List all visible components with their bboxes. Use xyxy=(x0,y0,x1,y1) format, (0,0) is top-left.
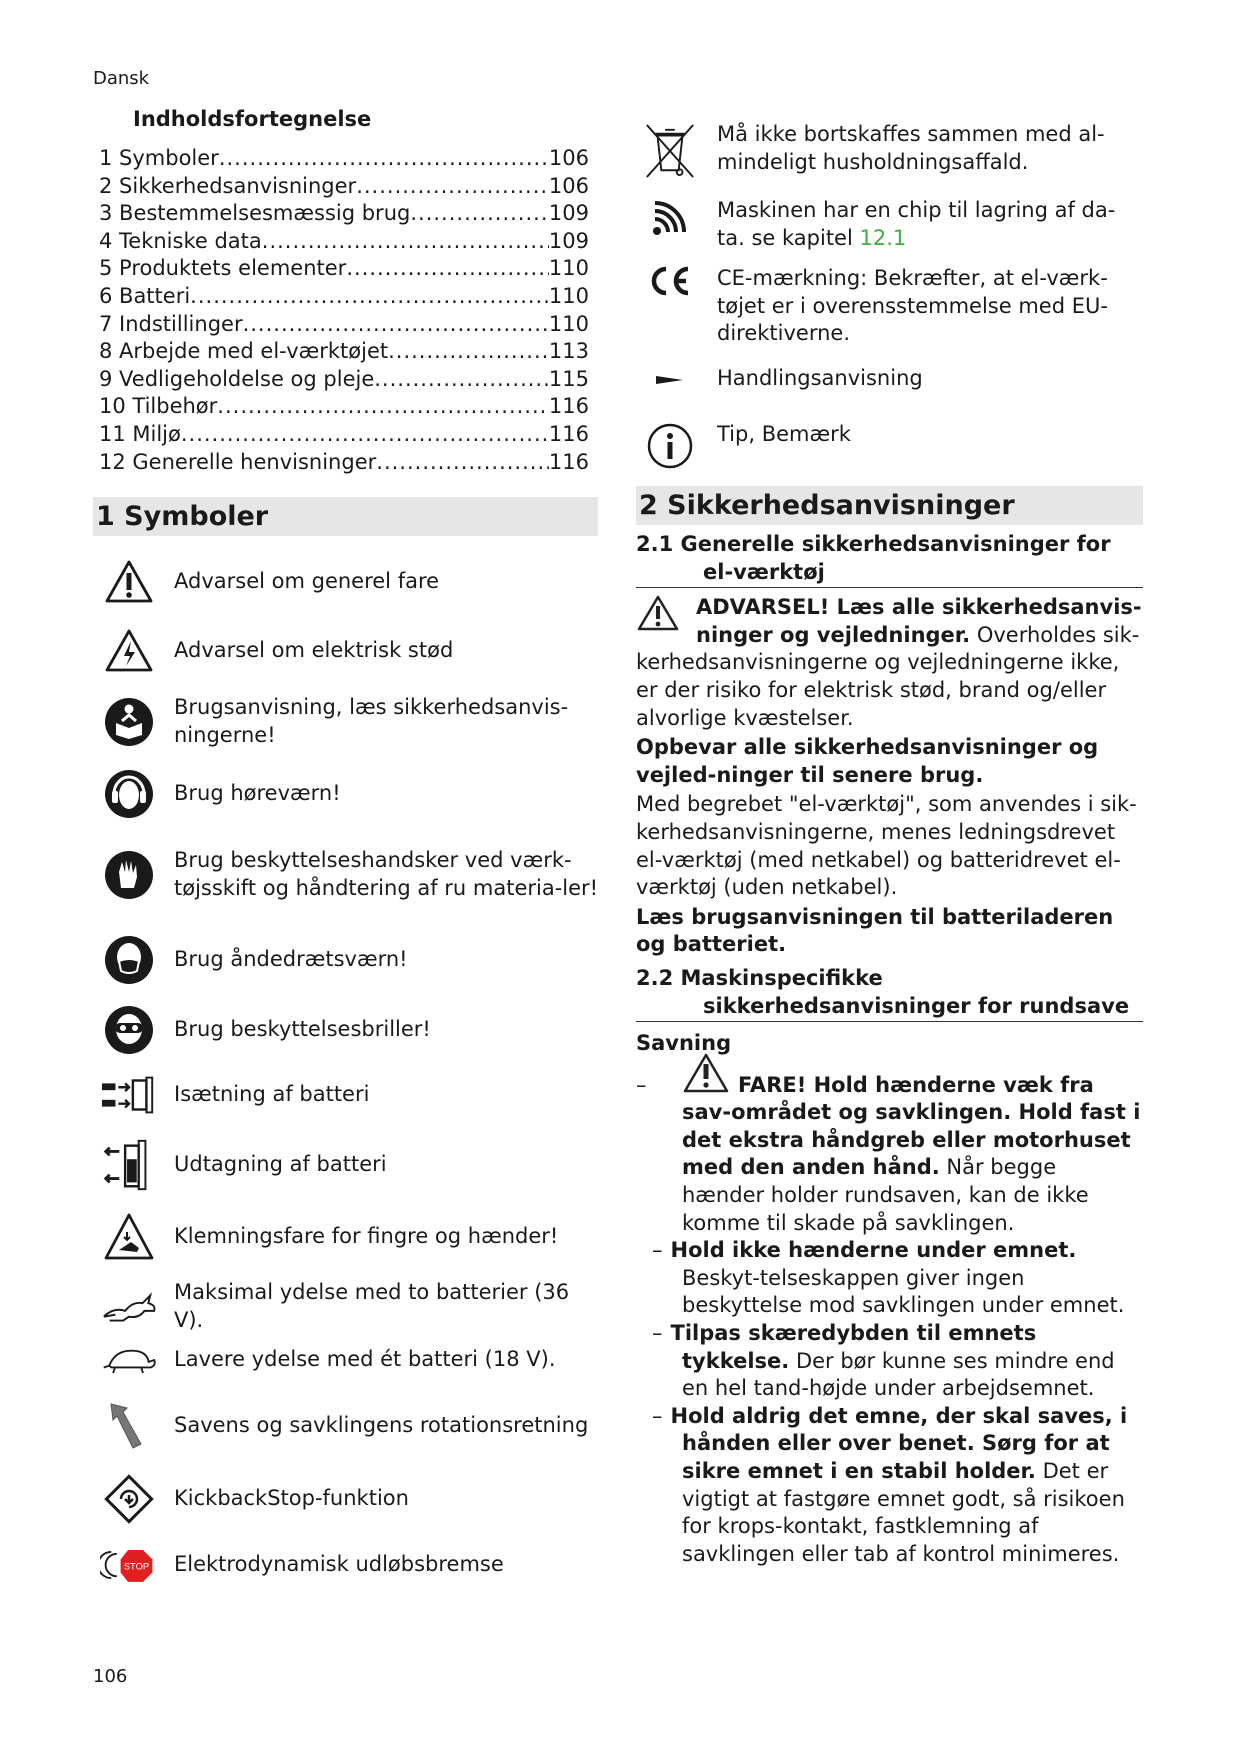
toc-item[interactable]: 2 Sikkerhedsanvisninger ..... 106 xyxy=(99,173,589,201)
symbol-item: KickbackStop-funktion xyxy=(100,1470,600,1528)
sawing-heading: Savning xyxy=(636,1031,732,1056)
toc-item[interactable]: 4 Tekniske data ..... 109 xyxy=(99,228,589,256)
term-definition: Med begrebet "el-værktøj", som anvendes i sik-kerhedsanvisningerne, menes ledningsdrevet el-værktøj (med netkabel) og batteridrevet el-værktøj (uden netkabel). xyxy=(636,792,1137,900)
toc-leader xyxy=(410,200,549,228)
ear-protection-icon xyxy=(100,765,158,823)
table-of-contents xyxy=(99,145,589,476)
symbol-item: Savens og savklingens rotationsretning xyxy=(100,1397,600,1455)
symbol-item: Advarsel om generel fare xyxy=(100,553,600,611)
safety-list-item: – Hold ikke hænderne under emnet. Beskyt-telseskappen giver ingen beskyttelse mod savklingen under emnet. xyxy=(652,1238,1125,1318)
safety-list xyxy=(636,1072,1143,1569)
safety-content xyxy=(636,531,1143,1568)
ce-mark-icon xyxy=(644,265,696,297)
page-number: 106 xyxy=(93,1666,128,1687)
respirator-icon xyxy=(100,931,158,989)
hare-icon xyxy=(100,1278,158,1336)
symbol-item: Udtagning af batteri xyxy=(100,1136,600,1194)
symbol-item: Brug beskyttelsesbriller! xyxy=(100,1001,600,1059)
toc-item[interactable]: 7 Indstillinger ..... 110 xyxy=(99,311,589,339)
gloves-icon xyxy=(100,846,158,904)
turtle-icon xyxy=(100,1331,158,1389)
symbol-item: Maskinen har en chip til lagring af da-ta. se kapitel 12.1 xyxy=(644,197,1144,252)
toc-leader xyxy=(356,173,549,201)
toc-leader xyxy=(262,228,549,256)
read-manual-note: Læs brugsanvisningen til batteriladeren og batteriet. xyxy=(636,904,1114,957)
rotation-arrow-icon xyxy=(100,1397,158,1455)
symbol-item: Isætning af batteri xyxy=(100,1066,600,1124)
toc-leader xyxy=(374,366,549,394)
info-icon xyxy=(644,421,696,469)
subsection-heading-2-1-cont: el-værktøj xyxy=(636,559,1143,589)
subsection-heading-2-2-cont: sikkerhedsanvisninger for rundsave xyxy=(636,993,1143,1023)
safety-list-item: – FARE! Hold hænderne væk fra sav-området og savklingen. Hold fast i det ekstra håndgreb eller motorhuset med den anden hånd. Når begge hænder holder rundsaven, kan de ikke komme til skade på savklingen. xyxy=(636,1072,1143,1238)
toc-item[interactable]: 8 Arbejde med el-værktøjet ..... 113 xyxy=(99,338,589,366)
symbol-item: Maksimal ydelse med to batterier (36 V). xyxy=(100,1278,600,1336)
chapter-link[interactable]: 12.1 xyxy=(859,225,907,250)
symbol-item: CE-mærkning: Bekræfter, at el-værk-tøjet er i overensstemmelse med EU-direktiverne. xyxy=(644,265,1144,348)
symbol-item: Brug høreværn! xyxy=(100,765,600,823)
battery-remove-icon xyxy=(100,1136,158,1194)
symbol-item: Må ikke bortskaffes sammen med al-mindeligt husholdningsaffald. xyxy=(644,121,1144,181)
brake-stop-icon xyxy=(100,1536,158,1594)
svg-text:STOP: STOP xyxy=(123,1561,150,1572)
crossed-bin-icon xyxy=(644,121,696,181)
chip-signal-icon xyxy=(644,197,696,237)
symbol-item: Advarsel om elektrisk stød xyxy=(100,622,600,680)
language-label: Dansk xyxy=(93,68,150,89)
toc-leader xyxy=(243,311,549,339)
toc-leader xyxy=(388,338,549,366)
symbol-item: Lavere ydelse med ét batteri (18 V). xyxy=(100,1331,600,1389)
toc-leader xyxy=(217,393,549,421)
toc-item[interactable]: 6 Batteri ..... 110 xyxy=(99,283,589,311)
warning-paragraph: ADVARSEL! Læs alle sikkerhedsanvis-ninger og vejledninger. Overholdes sik-kerhedsanvisningerne og vejledningerne ikke, er der risiko for elektrisk stød, brand og/eller alvorlige kvæstelser. xyxy=(636,595,1142,730)
symbol-item: STOP Elektrodynamisk udløbsbremse xyxy=(100,1536,600,1594)
toc-leader xyxy=(219,145,549,173)
warning-icon xyxy=(636,594,696,634)
toc-title: Indholdsfortegnelse xyxy=(133,107,372,131)
symbol-item: Handlingsanvisning xyxy=(644,365,1144,393)
symbol-item: Brug beskyttelseshandsker ved værk-tøjsskift og håndtering af ru materia-ler! xyxy=(100,846,600,904)
safety-list-item: – Hold aldrig det emne, der skal saves, i hånden eller over benet. Sørg for at sikre emnet i en stabil holder. Det er vigtigt at fastgøre emnet godt, så risikoen for krops-kontakt, fastklemning af savklingen eller tab af kontrol minimeres. xyxy=(652,1403,1128,1566)
toc-item[interactable]: 12 Generelle henvisninger ..... 116 xyxy=(99,449,589,477)
toc-leader xyxy=(376,449,549,477)
toc-item[interactable]: 11 Miljø ..... 116 xyxy=(99,421,589,449)
symbol-item: Brugsanvisning, læs sikkerhedsanvis-ningerne! xyxy=(100,693,600,751)
toc-leader xyxy=(181,421,549,449)
battery-insert-icon xyxy=(100,1066,158,1124)
warning-icon xyxy=(100,553,158,611)
safety-list-item: – Tilpas skæredybden til emnets tykkelse. Der bør kunne ses mindre end en hel tand-højde under arbejdsemnet. xyxy=(652,1321,1115,1401)
goggles-icon xyxy=(100,1001,158,1059)
read-manual-icon xyxy=(100,693,158,751)
toc-item[interactable]: 5 Produktets elementer ..... 110 xyxy=(99,255,589,283)
symbol-item: Tip, Bemærk xyxy=(644,421,1144,469)
electric-shock-warning-icon xyxy=(100,622,158,680)
toc-item[interactable]: 9 Vedligeholdelse og pleje ..... 115 xyxy=(99,366,589,394)
toc-item[interactable]: 3 Bestemmelsesmæssig brug ..... 109 xyxy=(99,200,589,228)
section-heading-symbols: 1 Symboler xyxy=(93,497,598,536)
toc-leader xyxy=(346,255,549,283)
keep-instructions: Opbevar alle sikkerhedsanvisninger og vejled-ninger til senere brug. xyxy=(636,735,1099,787)
toc-item[interactable]: 1 Symboler ..... 106 xyxy=(99,145,589,173)
symbol-item: Brug åndedrætsværn! xyxy=(100,931,600,989)
toc-leader xyxy=(190,283,549,311)
subsection-heading-2-2: 2.2 Maskinspecifikke xyxy=(636,965,883,990)
pinch-hazard-icon xyxy=(100,1208,158,1266)
symbol-item: Klemningsfare for fingre og hænder! xyxy=(100,1208,600,1266)
section-heading-safety: 2 Sikkerhedsanvisninger xyxy=(636,486,1143,525)
subsection-heading-2-1: 2.1 Generelle sikkerhedsanvisninger for xyxy=(636,532,1111,556)
toc-item[interactable]: 10 Tilbehør ..... 116 xyxy=(99,393,589,421)
warning-icon xyxy=(682,1072,738,1094)
kickbackstop-icon xyxy=(100,1470,158,1528)
action-arrow-icon xyxy=(644,365,696,387)
